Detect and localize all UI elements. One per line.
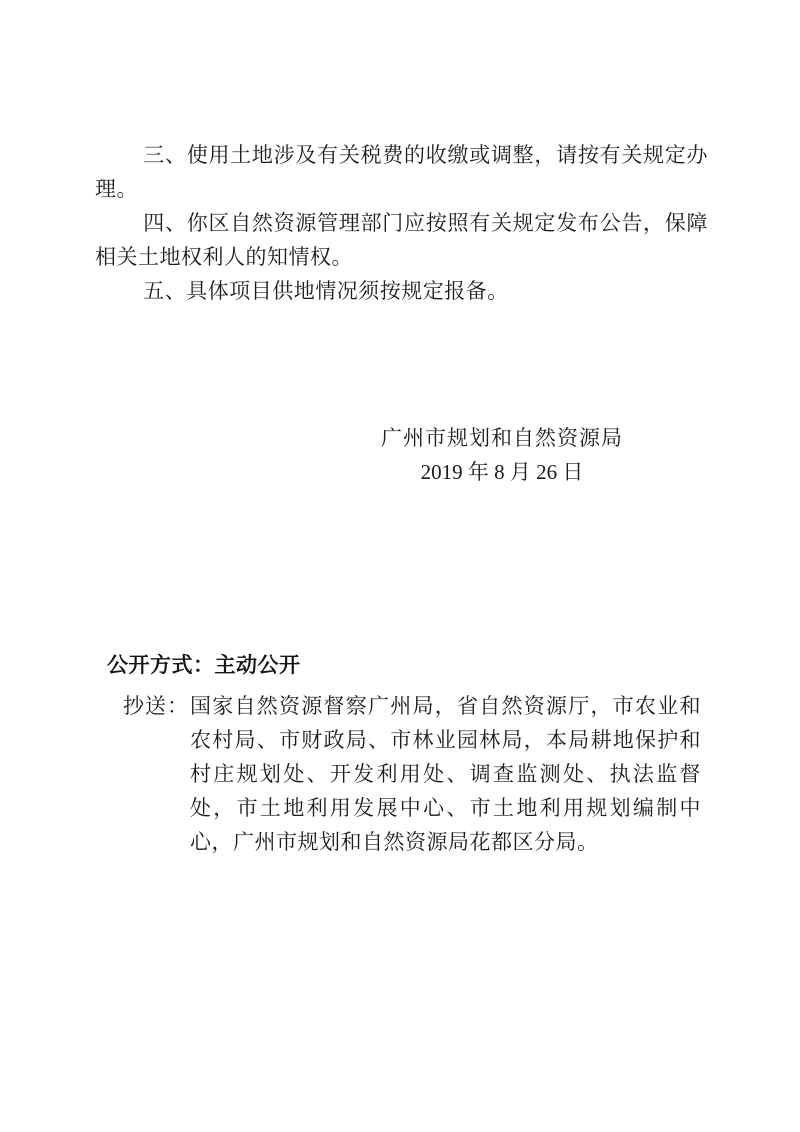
signature-date: 2019 年 8 月 26 日 — [420, 460, 584, 484]
signature-issuer: 广州市规划和自然资源局 — [381, 426, 623, 450]
publicity-method: 公开方式：主动公开 — [107, 654, 301, 677]
signature-block — [352, 421, 652, 489]
cc-recipients: 国家自然资源督察广州局，省自然资源厅，市农业和农村局、市财政局、市林业园林局，本局耕地保护和村庄规划处、开发利用处、调查监测处、执法监督处，市土地利用发展中心、市土地利用规划编制中心，广州市规划和自然资源局花都区分局。 — [190, 694, 701, 854]
cc-label: 抄送： — [123, 694, 189, 718]
cc-block — [123, 689, 701, 859]
body-paragraph-item-3: 三、使用土地涉及有关税费的收缴或调整，请按有关规定办理。 — [95, 143, 708, 201]
body-paragraph-item-5: 五、具体项目供地情况须按规定报备。 — [143, 279, 509, 303]
body-paragraph-item-4: 四、你区自然资源管理部门应按照有关规定发布公告，保障相关土地权利人的知情权。 — [95, 211, 708, 269]
document-body — [95, 138, 708, 308]
